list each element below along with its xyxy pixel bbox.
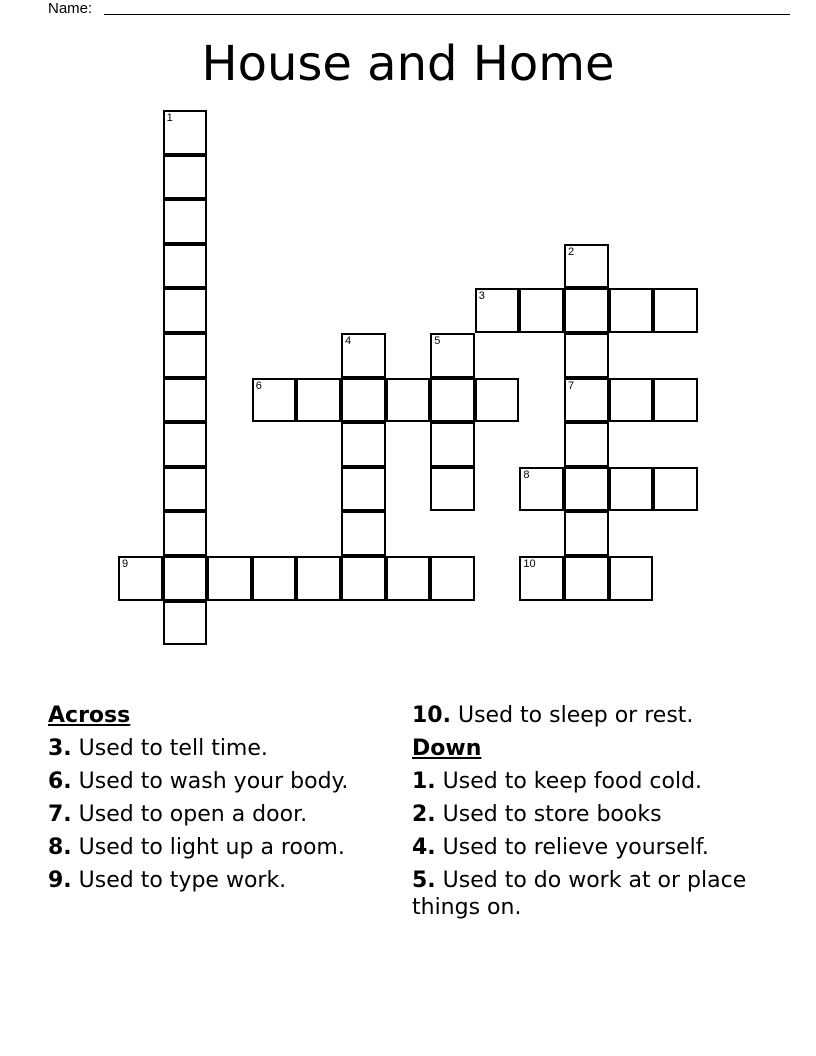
crossword-cell[interactable] (564, 378, 609, 423)
crossword-cell[interactable] (564, 244, 609, 289)
crossword-cell[interactable] (341, 333, 386, 378)
down-clue-5 (412, 867, 772, 921)
crossword-cell[interactable] (653, 378, 698, 423)
crossword-cell[interactable] (252, 556, 297, 601)
across-clue-8 (48, 834, 388, 861)
down-clue-1 (412, 768, 772, 795)
cell-number: 6 (255, 379, 262, 392)
crossword-cell[interactable] (609, 467, 654, 512)
crossword-cell[interactable] (609, 288, 654, 333)
crossword-cell[interactable] (163, 155, 208, 200)
crossword-cell[interactable] (519, 556, 564, 601)
crossword-cell[interactable] (163, 333, 208, 378)
crossword-cell[interactable] (564, 422, 609, 467)
clue-number: 5. (412, 868, 436, 893)
clue-number: 9. (48, 868, 72, 893)
clue-text: Used to store books (442, 802, 662, 827)
across-clue-7 (48, 801, 388, 828)
clue-number: 7. (48, 802, 72, 827)
crossword-cell[interactable] (430, 467, 475, 512)
crossword-cell[interactable] (163, 110, 208, 155)
crossword-cell[interactable] (163, 601, 208, 646)
across-clue-6 (48, 768, 388, 795)
cell-number: 1 (166, 112, 173, 124)
crossword-cell[interactable] (118, 556, 163, 601)
clue-number: 4. (412, 835, 436, 860)
clue-number: 1. (412, 769, 436, 794)
clue-number: 10. (412, 703, 451, 728)
across-heading: Across (48, 703, 131, 728)
crossword-cell[interactable] (163, 556, 208, 601)
clue-text: Used to open a door. (78, 802, 308, 827)
cell-number: 5 (434, 335, 441, 347)
cell-number: 10 (523, 558, 536, 570)
page-title: House and Home (201, 36, 615, 92)
crossword-cell[interactable] (163, 378, 208, 423)
crossword-cell[interactable] (475, 378, 520, 423)
crossword-cell[interactable] (519, 288, 564, 333)
crossword-cell[interactable] (519, 467, 564, 512)
crossword-cell[interactable] (430, 422, 475, 467)
name-label: Name: (48, 0, 93, 17)
crossword-cell[interactable] (163, 467, 208, 512)
crossword-cell[interactable] (341, 422, 386, 467)
crossword-cell[interactable] (609, 556, 654, 601)
crossword-cell[interactable] (341, 378, 386, 423)
crossword-cell[interactable] (341, 511, 386, 556)
crossword-cell[interactable] (163, 422, 208, 467)
crossword-cell[interactable] (564, 556, 609, 601)
clue-text: Used to do work at or place things on. (412, 868, 747, 920)
crossword-cell[interactable] (163, 511, 208, 556)
cell-number: 8 (523, 468, 530, 481)
crossword-cell[interactable] (163, 288, 208, 333)
clue-number: 6. (48, 769, 72, 794)
crossword-cell[interactable] (609, 378, 654, 423)
cell-number: 3 (478, 290, 485, 303)
across-clue-3 (48, 735, 388, 762)
crossword-cell[interactable] (386, 378, 431, 423)
across-clue-9 (48, 867, 388, 894)
clue-number: 2. (412, 802, 436, 827)
down-clue-2 (412, 801, 772, 828)
clues-right-column (412, 702, 772, 927)
crossword-cell[interactable] (341, 467, 386, 512)
down-clue-4 (412, 834, 772, 861)
crossword-cell[interactable] (296, 556, 341, 601)
crossword-cell[interactable] (653, 467, 698, 512)
crossword-cell[interactable] (564, 467, 609, 512)
clue-number: 3. (48, 736, 72, 761)
clue-text: Used to relieve yourself. (442, 835, 709, 860)
clue-text: Used to light up a room. (78, 835, 345, 860)
clues-left-column (48, 702, 388, 900)
cell-number: 7 (568, 379, 575, 392)
clue-text: Used to tell time. (78, 736, 268, 761)
crossword-cell[interactable] (163, 199, 208, 244)
crossword-cell[interactable] (475, 288, 520, 333)
clue-text: Used to keep food cold. (442, 769, 703, 794)
crossword-cell[interactable] (341, 556, 386, 601)
crossword-cell[interactable] (564, 511, 609, 556)
crossword-cell[interactable] (296, 378, 341, 423)
clue-number: 8. (48, 835, 72, 860)
cell-number: 9 (122, 558, 129, 570)
clue-text: Used to wash your body. (78, 769, 349, 794)
cell-number: 4 (345, 335, 352, 347)
across-clue-10 (412, 702, 772, 729)
clue-text: Used to sleep or rest. (457, 703, 694, 728)
crossword-cell[interactable] (653, 288, 698, 333)
crossword-cell[interactable] (564, 333, 609, 378)
down-heading: Down (412, 736, 482, 761)
crossword-cell[interactable] (163, 244, 208, 289)
cell-number: 2 (568, 245, 575, 258)
clue-text: Used to type work. (78, 868, 287, 893)
crossword-cell[interactable] (430, 556, 475, 601)
crossword-cell[interactable] (252, 378, 297, 423)
crossword-cell[interactable] (564, 288, 609, 333)
crossword-cell[interactable] (207, 556, 252, 601)
crossword-cell[interactable] (430, 333, 475, 378)
crossword-cell[interactable] (386, 556, 431, 601)
crossword-cell[interactable] (430, 378, 475, 423)
